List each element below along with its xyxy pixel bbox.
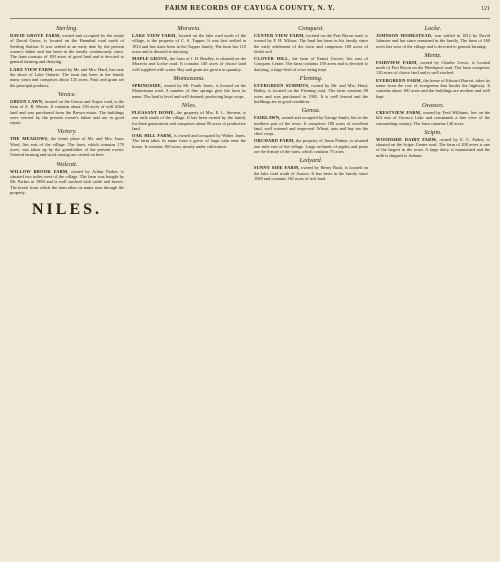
farm-name: MAPLE GROVE, <box>132 56 169 62</box>
section-heading: Mentz. <box>424 51 442 59</box>
farm-name: PLEASANT HOME, <box>132 109 175 115</box>
header-rule <box>10 18 490 19</box>
farm-entry <box>376 110 490 126</box>
section-heading: Genoa. <box>301 107 321 115</box>
section-heading: Montezuma. <box>173 75 205 83</box>
farm-entry <box>132 83 246 99</box>
farm-name: CLOVER HILL, <box>254 56 290 62</box>
column-2 <box>132 22 246 221</box>
farm-description: located on the Port Byron road, is owned by F. H. Wilson. The land has been in his family since the early settlement of the town and comprises 100 acres of fertile soil. <box>254 33 368 54</box>
farm-description: located on the lake road north of the village, is the property of C. S. Tupper. It was first settled in 1812 and has since been in the Tupper family. The farm has 110 acres and is devoted to dairying. <box>132 33 246 54</box>
farm-entry <box>254 138 368 154</box>
section-heading: Owasco. <box>421 101 445 109</box>
column-4 <box>376 22 490 221</box>
section-heading: Ledyard. <box>299 157 323 165</box>
farm-description: the farm of J. H. Bradley, is situated on the Moravia and Locke road. It contains 140 acres of choice land well supplied with water. Hay and grain are grown in quantity. <box>132 56 246 72</box>
farm-description: located on the Genoa and Scipio road, is the farm of A. B. Morris. It contains about 150 acres of well tilled land and was purchased from the Brown estate. The buildings were erected by the present owner's father and are in good repair. <box>10 98 124 126</box>
farm-description: owned by Mr. and Mrs. Harry Bailey, is located on the Fleming road. The farm contains 90 acres and was purchased in 1902. It is well fenced and the buildings are in good condition. <box>254 83 368 104</box>
farm-description: owned by Arthur Parker, is situated two miles west of the village. The farm was bought by Mr. Parker in 1889 and is well stocked with cattle and horses. The brook from which the farm takes its name runs through the property. <box>10 168 125 195</box>
section-heading: Moravia. <box>177 25 201 32</box>
farm-entry <box>10 99 124 125</box>
page-header <box>10 4 490 16</box>
farm-name: SPRINGSIDE, <box>132 83 163 89</box>
farm-name: WOODSIDE DAIRY FARM, <box>376 136 438 142</box>
farm-description: owned by Henry Bush, is located on the lake road south of Aurora. It has been in the family since 1840 and contains 130 acres of rich land. <box>254 165 368 181</box>
farm-description: the property of Mrs. E. L. Stevens, is one mile south of the village. It has been owned by the family for three generations and comprises about 90 acres of productive land. <box>132 109 246 131</box>
column-1 <box>10 22 124 221</box>
farm-name: DAVID GROVE FARM, <box>10 33 61 38</box>
farm-name: LAKE VIEW FARM, <box>10 66 54 72</box>
farm-entry <box>376 137 490 158</box>
farm-description: owned by Charles Lewis, is located north of Port Byron on the Weedsport road. The farm comprises 120 acres of choice land and is well stocked. <box>376 59 490 76</box>
farm-entry <box>132 56 246 72</box>
farm-entry <box>376 33 490 49</box>
farm-name: FAIRLAWN, <box>254 115 281 121</box>
farm-name: WILLOW BROOK FARM, <box>10 168 69 174</box>
farm-name: ORCHARD FARM, <box>254 138 295 144</box>
farm-entry <box>10 33 124 65</box>
farm-name: EVERGREEN SUMMITS, <box>254 83 310 89</box>
farm-name: CENTER VIEW FARM, <box>254 33 305 38</box>
farm-entry <box>10 67 124 88</box>
farm-entry <box>254 33 368 54</box>
farm-description: is owned and occupied by Walter Jones. The farm takes its name from a grove of large oaks near the house. It contains 160 acres, mostly under cultivation. <box>132 133 246 149</box>
farm-description: owned by Fred Williams, lies on the hill east of Owasco Lake and commands a fine view of the surrounding country. The farm contains 140 acres. <box>376 109 490 126</box>
farm-name: THE MEADOWS, <box>10 136 49 142</box>
farm-entry <box>132 110 246 131</box>
farm-description: the farm of Ernest Grover, lies east of Conquest Center. The farm contains 150 acres and is devoted to dairying, a large herd of cows being kept. <box>254 56 368 72</box>
column-3 <box>254 22 368 221</box>
niles-heading: NILES. <box>31 201 103 219</box>
section-heading: Niles. <box>181 101 197 109</box>
farm-description: owned by Mr. Frank Jones, is located on the Montezuma road. A number of fine springs give the farm its name. The land is level and well drained, producing large crops. <box>132 83 246 99</box>
farm-name: CRESTVIEW FARM, <box>376 109 422 115</box>
farm-name: LAKE VIEW FARM, <box>132 33 177 38</box>
section-heading: Sterling. <box>56 25 78 32</box>
farm-description: owned and occupied by George Smith, lies in the northern part of the town. It comprises 180 acres of excellent land, well watered and improved. Wheat, oats and hay are the chief crops. <box>254 115 368 137</box>
farm-name: OAK HILL FARM, <box>132 133 173 139</box>
farm-name: JOHNSON HOMESTEAD, <box>376 33 433 38</box>
farm-description: owned by E. C. Parker, is situated on the Scipio Center road. The farm of 200 acres is one of the largest in the town. A large dairy is maintained and the milk is shipped to Auburn. <box>376 136 490 158</box>
section-heading: Locke. <box>424 25 442 32</box>
farm-entry <box>376 78 490 99</box>
farm-entry <box>132 33 246 54</box>
farm-entry <box>254 115 368 136</box>
farm-name: GREEN LAWN, <box>10 98 44 104</box>
farm-description: was settled in 1812 by David Johnson and has since remained in the family. The farm of 160 acres lies west of the village and is devoted to general farming. <box>376 33 490 49</box>
section-heading: Venice. <box>57 90 77 98</box>
farm-entry <box>10 136 124 157</box>
columns <box>10 22 490 221</box>
section-heading: Victory. <box>57 128 77 136</box>
farm-description: the home of Edward Barrett, takes its name from the row of evergreens that border the highway. It contains about 100 acres and the buildings are modern and well kept. <box>376 77 490 99</box>
farm-entry <box>254 56 368 72</box>
farm-entry <box>254 165 368 181</box>
farm-entry <box>376 60 490 76</box>
page-title: FARM RECORDS OF CAYUGA COUNTY, N. Y. <box>164 4 336 12</box>
section-heading: Wolcott. <box>56 160 78 168</box>
farm-name: FAIRVIEW FARM, <box>376 59 418 65</box>
farm-description: owned and occupied by the estate of David Grove, is located on the Hannibal road north of Sterling Station. It was settled at an early date by the present owner's father and has been in the family continuously since. The farm consists of 100 acres of good land and is devoted to general farming and dairying. <box>10 33 124 65</box>
farm-description: owned by Mr. and Mrs. Hurd, lies near the shore of Lake Ontario. The farm has been in the family many years and comprises about 125 acres. Fruit and grain are the principal products. <box>10 66 124 88</box>
page-number: 121 <box>481 6 490 12</box>
farm-description: the property of Jason Palmer, is situated one mile east of the village. Large orchards of apples and pears are the feature of the farm, which contains 75 acres. <box>254 138 368 155</box>
farm-name: EVERGREEN FARM, <box>376 77 423 83</box>
farm-entry <box>254 83 368 104</box>
farm-name: SUNNY SIDE FARM, <box>254 165 300 171</box>
section-heading: Scipio. <box>424 128 442 136</box>
farm-entry <box>10 169 124 195</box>
section-heading: Conquest. <box>298 25 324 32</box>
farm-description: the home place of Mr. and Mrs. Isaac Ward, lies east of the village. The farm, which contains 170 acres, was taken up by the grandfather of the present owner. General farming and stock raising are carried on here. <box>10 136 124 158</box>
farm-entry <box>132 133 246 149</box>
section-heading: Fleming. <box>299 75 323 83</box>
